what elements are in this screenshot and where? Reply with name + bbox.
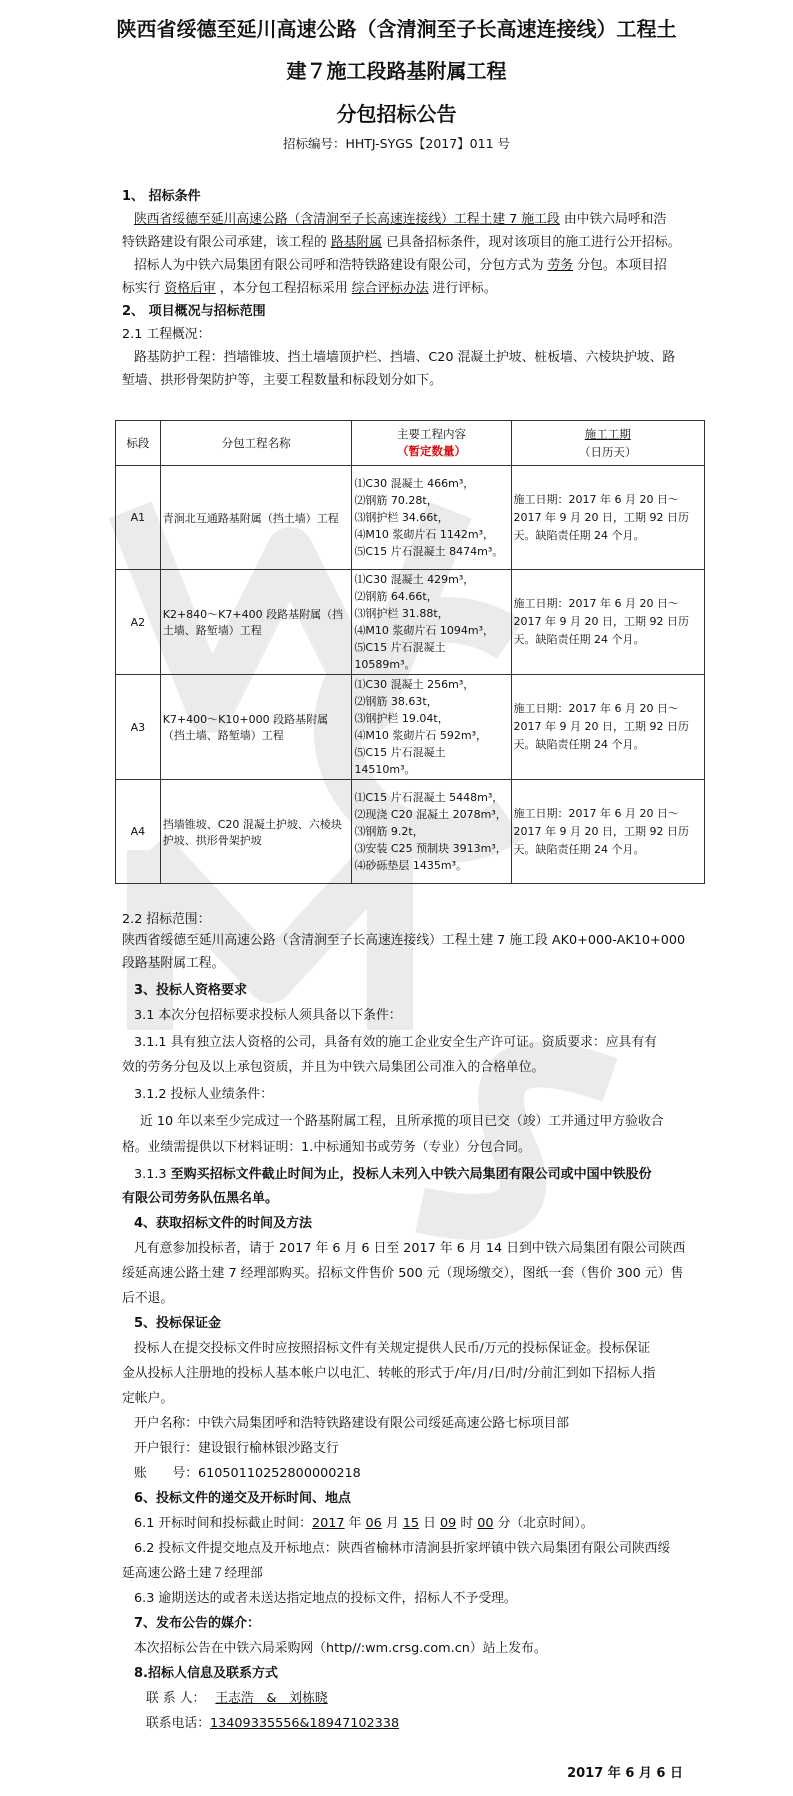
contact-phone-line (146, 1712, 399, 1731)
tenderer-text: 招标人为中铁六局集团有限公司呼和浩特铁路建设有限公司，分包方式为 (134, 258, 544, 273)
section-2-2-line-1: 陕西省绥德至延川高速公路（含清涧至子长高速连接线）工程土建 7 施工段 AK0+000-AK10+000 (122, 933, 686, 948)
section-6-line-2: 6.2 投标文件提交地点及开标地点：陕西省榆林市清涧县折家坪镇中铁六局集团有限公司陕西绥 (134, 1541, 671, 1556)
content-item: ⑷M10 浆砌片石 592m³， (354, 729, 488, 742)
section-5-line-2: 金从投标人注册地的投标人基本帐户以电汇、转帐的形式于/年/月/日/时/分前汇到如下招标人指 (122, 1366, 656, 1381)
opening-hour: 09 (439, 1516, 457, 1531)
opening-time-label: 6.1 开标时间和投标截止时间： (134, 1516, 312, 1531)
account-bank: 开户银行：建设银行榆林银沙路支行 (134, 1441, 339, 1456)
content-item: ⑴C30 混凝土 466m³， (354, 477, 475, 490)
opening-hour-unit: 时 (456, 1516, 478, 1531)
section-4-line-1: 凡有意参加投标者，请于 2017 年 6 月 6 日至 2017 年 6 月 14 日到中铁六局集团有限公司陕西 (134, 1241, 686, 1256)
section-6-line-4: 6.3 逾期送达的或者未送达指定地点的投标文件，招标人不予受理。 (134, 1591, 517, 1606)
subcontract-mode-text: 劳务 (547, 258, 574, 273)
content-item: ⑵钢筋 64.66t， (354, 590, 438, 603)
content-item: ⑶安装 C25 预制块 3913m³， (354, 842, 507, 855)
cell-section: A4 (116, 780, 161, 884)
content-item: ⑸C15 片石混凝土 14510m³。 (354, 746, 446, 776)
section-1-para-1-line-2 (122, 231, 680, 250)
section-3-line-3: 效的劳务分包及以上承包资质，并且为中铁六局集团公司准入的合格单位。 (122, 1060, 545, 1075)
content-item: ⑶钢筋 9.2t， (354, 825, 424, 838)
content-item: ⑶钢护栏 31.88t， (354, 607, 449, 620)
opening-day: 15 (402, 1516, 420, 1531)
evaluation-suffix: 进行评标。 (432, 281, 497, 296)
title-line-1: 陕西省绥德至延川高速公路（含清涧至子长高速连接线）工程土 (116, 17, 677, 41)
opening-minute: 00 (477, 1516, 494, 1531)
section-3-line-1: 3.1 本次分包招标要求投标人须具备以下条件： (134, 1008, 402, 1023)
opening-month-unit: 月 (381, 1516, 403, 1531)
section-2-1-line-1: 路基防护工程：挡墙锥坡、挡土墙墙顶护栏、挡墙、C20 混凝土护坡、桩板墙、六棱块护坡、路 (134, 350, 676, 365)
section-4-line-3: 后不退。 (122, 1291, 174, 1306)
contractor-text-b: 特铁路建设有限公司承建，该工程的 (122, 235, 327, 250)
section-3-line-6: 格。业绩需提供以下材料证明：1.中标通知书或劳务（专业）分包合同。 (122, 1140, 531, 1155)
cell-main-content (352, 780, 511, 884)
cell-main-content (352, 466, 511, 570)
content-item: ⑷砂砾垫层 1435m³。 (354, 859, 468, 872)
section-5-line-1: 投标人在提交投标文件时应按照招标文件有关规定提供人民币/万元的投标保证金。投标保证 (134, 1341, 651, 1356)
opening-year: 2017 (311, 1516, 345, 1531)
qualification-prefix: 标实行 (122, 281, 161, 296)
section-7-heading: 7、发布公告的媒介： (134, 1616, 261, 1631)
cell-period: 施工日期：2017 年 6 月 20 日～2017 年 9 月 20 日，工期 92 日历天。缺陷责任期 24 个月。 (511, 675, 704, 780)
section-1-para-2-line-1 (134, 254, 667, 273)
section-6-heading: 6、投标文件的递交及开标时间、地点 (134, 1491, 352, 1506)
section-7-line-1: 本次招标公告在中铁六局采购网（http//:wm.crsg.com.cn）站上发布。 (134, 1641, 547, 1656)
opening-year-unit: 年 (344, 1516, 366, 1531)
clause-3-1-3-text: 至购买招标文件截止时间为止，投标人未列入中铁六局集团有限公司或中国中铁股份 (170, 1167, 652, 1182)
bid-sections-table (115, 420, 705, 884)
section-3-line-2: 3.1.1 具有独立法人资格的公司，具备有效的施工企业安全生产许可证。资质要求：应具有有 (134, 1035, 657, 1050)
cell-section: A2 (116, 570, 161, 675)
bid-number: 招标编号：HHTJ-SYGS【2017】011 号 (282, 136, 511, 151)
header-project-name: 分包工程名称 (160, 421, 352, 466)
contact-phone-value: 13409335556&18947102338 (209, 1716, 400, 1731)
section-1-para-2-line-2 (122, 277, 497, 296)
cell-section: A3 (116, 675, 161, 780)
content-item: ⑸C15 片石混凝土 10589m³。 (354, 641, 446, 671)
section-2-1-line-2: 堑墙、拱形骨架防护等，主要工程数量和标段划分如下。 (122, 373, 442, 388)
title-line-3: 分包招标公告 (336, 102, 457, 126)
content-item: ⑵钢筋 38.63t， (354, 695, 438, 708)
header-period-label: 施工工期 (584, 427, 631, 441)
cell-project-name: K7+400～K10+000 段路基附属（挡土墙、路堑墙）工程 (160, 675, 352, 780)
section-8-heading: 8.招标人信息及联系方式 (134, 1666, 278, 1681)
opening-day-unit: 日 (419, 1516, 440, 1531)
contact-person-label: 联 系 人： (146, 1691, 206, 1706)
section-6-line-3: 延高速公路土建７经理部 (122, 1566, 263, 1581)
cell-main-content (352, 570, 511, 675)
account-number: 账 号：61050110252800000218 (134, 1466, 361, 1481)
section-2-2-subheading: 2.2 招标范围： (122, 912, 211, 927)
cell-period: 施工日期：2017 年 6 月 20 日～2017 年 9 月 20 日，工期 92 日历天。缺陷责任期 24 个月。 (511, 780, 704, 884)
contact-phone-label: 联系电话： (146, 1716, 210, 1731)
project-name-text: 陕西省绥德至延川高速公路（含清涧至子长高速连接线）工程土建 7 施工段 (134, 212, 560, 227)
subcontract-text-tail: 分包。本项目招 (577, 258, 667, 273)
section-3-heading: 3、投标人资格要求 (134, 983, 248, 998)
content-item: ⑶钢护栏 19.04t， (354, 712, 449, 725)
evaluation-method-text: 综合评标办法 (351, 281, 429, 296)
condition-text: 已具备招标条件，现对该项目的施工进行公开招标。 (386, 235, 681, 250)
content-item: ⑴C15 片石混凝土 5448m³， (354, 791, 504, 804)
contractor-text-a: 由中铁六局呼和浩 (563, 212, 667, 227)
header-main-content (352, 421, 511, 466)
contact-person-line (146, 1687, 338, 1706)
content-item: ⑴C30 混凝土 429m³， (354, 573, 475, 586)
content-item: ⑸C15 片石混凝土 8474m³。 (354, 545, 504, 558)
section-2-2-line-2: 段路基附属工程。 (122, 956, 225, 971)
content-item: ⑴C30 混凝土 256m³， (354, 678, 475, 691)
header-tentative-note: （暂定数量） (396, 444, 466, 458)
table-row (116, 675, 705, 780)
section-3-line-5: 近 10 年以来至少完成过一个路基附属工程，且所承揽的项目已交（竣）工并通过甲方验收合 (140, 1114, 664, 1129)
evaluation-prefix: ，本分包工程招标采用 (219, 281, 348, 296)
cell-period: 施工日期：2017 年 6 月 20 日～2017 年 9 月 20 日，工期 92 日历天。缺陷责任期 24 个月。 (511, 570, 704, 675)
clause-3-1-3-number: 3.1.3 (134, 1167, 171, 1182)
contact-person-value: 王志浩 & 刘栋晓 (215, 1691, 328, 1706)
section-4-heading: 4、获取招标文件的时间及方法 (134, 1216, 313, 1231)
section-2-heading: 2、 项目概况与招标范围 (122, 304, 266, 319)
cell-period: 施工日期：2017 年 6 月 20 日～2017 年 9 月 20 日，工期 92 日历天。缺陷责任期 24 个月。 (511, 466, 704, 570)
table-row (116, 466, 705, 570)
header-period-note: （日历天） (579, 445, 637, 459)
cell-project-name: 青涧北互通路基附属（挡土墙）工程 (160, 466, 352, 570)
table-header-row (116, 421, 705, 466)
section-5-heading: 5、投标保证金 (134, 1316, 222, 1331)
section-3-line-8: 有限公司劳务队伍黑名单。 (122, 1191, 279, 1206)
content-item: ⑵钢筋 70.28t， (354, 494, 438, 507)
content-item: ⑶钢护栏 34.66t， (354, 511, 449, 524)
cell-main-content (352, 675, 511, 780)
section-3-line-7 (134, 1163, 652, 1182)
section-4-line-2: 绥延高速公路土建 7 经理部购买。招标文件售价 500 元（现场缴交），图纸一套（售价 300 元）售 (122, 1266, 684, 1281)
cell-project-name: 挡墙锥坡、C20 混凝土护坡、六棱块护坡、拱形骨架护坡 (160, 780, 352, 884)
cell-project-name: K2+840～K7+400 段路基附属（挡土墙、路堑墙）工程 (160, 570, 352, 675)
issue-date: 2017 年 6 月 6 日 (567, 1766, 683, 1781)
cell-section: A1 (116, 466, 161, 570)
section-1-para-1-line-1 (134, 208, 666, 227)
table-row (116, 570, 705, 675)
title-line-2: 建７施工段路基附属工程 (286, 59, 507, 83)
opening-month: 06 (365, 1516, 382, 1531)
section-1-heading: 1、 招标条件 (122, 189, 201, 204)
section-6-line-1 (134, 1512, 594, 1531)
section-5-line-3: 定帐户。 (122, 1391, 174, 1406)
content-item: ⑵现浇 C20 混凝土 2078m³， (354, 808, 507, 821)
header-period (511, 421, 704, 466)
header-main-content-label: 主要工程内容 (396, 427, 466, 441)
header-section: 标段 (116, 421, 161, 466)
account-name: 开户名称：中铁六局集团呼和浩特铁路建设有限公司绥延高速公路七标项目部 (134, 1416, 570, 1431)
section-3-line-4: 3.1.2 投标人业绩条件： (134, 1087, 274, 1102)
content-item: ⑷M10 浆砌片石 1094m³， (354, 624, 495, 637)
work-type-text: 路基附属 (330, 235, 383, 250)
section-2-1-subheading: 2.1 工程概况： (122, 327, 211, 342)
table-row (116, 780, 705, 884)
content-item: ⑷M10 浆砌片石 1142m³， (354, 528, 495, 541)
qualification-mode-text: 资格后审 (164, 281, 216, 296)
opening-minute-unit: 分（北京时间）。 (493, 1516, 594, 1531)
